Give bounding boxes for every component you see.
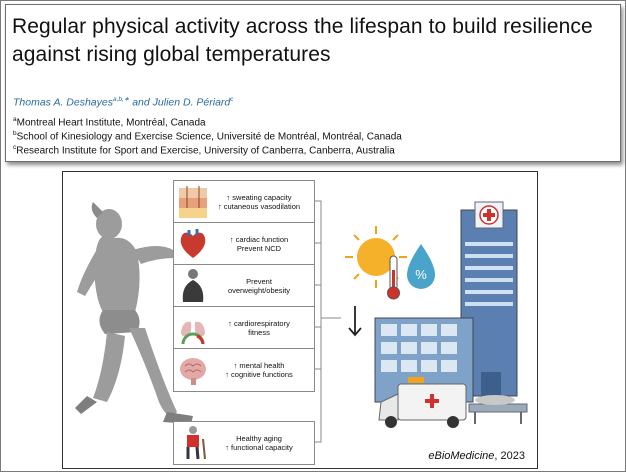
hospital-bed-icon bbox=[469, 395, 527, 424]
sun-icon bbox=[345, 226, 407, 288]
author-1-affiliation-marks: a,b,∗ bbox=[113, 96, 130, 103]
benefit-line: overweight/obesity bbox=[227, 286, 291, 295]
figure-credit bbox=[428, 450, 525, 462]
credit-year: , 2023 bbox=[494, 450, 525, 462]
benefit-label bbox=[206, 184, 312, 220]
affiliation-text: Research Institute for Sport and Exercise, University of Canberra, Canberra, Australia bbox=[16, 145, 395, 157]
benefit-line: Prevent NCD bbox=[236, 244, 282, 253]
benefit-line: ↑ cognitive functions bbox=[225, 370, 293, 379]
title-line-2: against rising global temperatures bbox=[12, 43, 331, 66]
benefit-line: ↑ cardiorespiratory bbox=[228, 319, 290, 328]
affiliation-a bbox=[13, 116, 206, 128]
benefit-line: ↑ cutaneous vasodilation bbox=[217, 202, 301, 211]
benefit-label bbox=[206, 268, 312, 304]
title-line-1: Regular physical activity across the lifespan to build resilience bbox=[12, 15, 593, 38]
down-arrow-icon bbox=[349, 306, 361, 335]
benefit-aging bbox=[173, 421, 315, 465]
affiliation-text: Montreal Heart Institute, Montréal, Canada bbox=[16, 117, 206, 129]
body-icon bbox=[177, 268, 209, 304]
heart-icon bbox=[177, 226, 209, 262]
hospital-building-icon bbox=[375, 202, 517, 402]
author-conjunction: and bbox=[129, 96, 153, 109]
benefit-label bbox=[206, 310, 312, 346]
benefit-body-weight bbox=[173, 264, 315, 308]
benefit-fitness bbox=[173, 306, 315, 350]
benefit-line: ↑ sweating capacity bbox=[226, 193, 292, 202]
benefit-line: fitness bbox=[248, 328, 270, 337]
brain-icon bbox=[177, 352, 209, 388]
benefit-line: Healthy aging bbox=[236, 434, 282, 443]
benefit-line: ↑ cardiac function bbox=[229, 235, 289, 244]
affiliation-mark: c bbox=[13, 144, 17, 151]
benefit-label bbox=[206, 425, 312, 461]
humidity-drop-icon bbox=[407, 244, 435, 289]
paper-title bbox=[12, 13, 612, 69]
skin-icon bbox=[177, 184, 209, 220]
benefit-thermoregulation bbox=[173, 180, 315, 224]
lungs-icon bbox=[177, 310, 209, 346]
benefit-label bbox=[206, 226, 312, 262]
author-1[interactable]: Thomas A. Deshayes bbox=[13, 96, 113, 109]
author-list bbox=[13, 95, 234, 109]
benefit-line: Prevent bbox=[246, 277, 272, 286]
paper-header bbox=[5, 4, 621, 162]
connector-lines bbox=[313, 201, 341, 442]
humidity-percent-label: % bbox=[415, 267, 427, 282]
benefit-mental-health bbox=[173, 348, 315, 392]
affiliation-mark: a bbox=[13, 116, 17, 123]
affiliation-mark: b bbox=[13, 130, 17, 137]
elder-icon bbox=[177, 425, 209, 461]
affiliation-b bbox=[13, 130, 402, 142]
benefit-line: ↑ functional capacity bbox=[225, 443, 293, 452]
benefit-cardiac bbox=[173, 222, 315, 266]
affiliation-text: School of Kinesiology and Exercise Science, Université de Montréal, Montréal, Canada bbox=[16, 131, 402, 143]
credit-journal: eBioMedicine bbox=[428, 450, 495, 462]
graphical-abstract bbox=[62, 171, 538, 469]
affiliation-c bbox=[13, 144, 395, 156]
benefit-line: ↑ mental health bbox=[233, 361, 285, 370]
author-2[interactable]: Julien D. Périard bbox=[152, 96, 231, 109]
author-2-affiliation-marks: c bbox=[230, 96, 234, 103]
benefit-label bbox=[206, 352, 312, 388]
